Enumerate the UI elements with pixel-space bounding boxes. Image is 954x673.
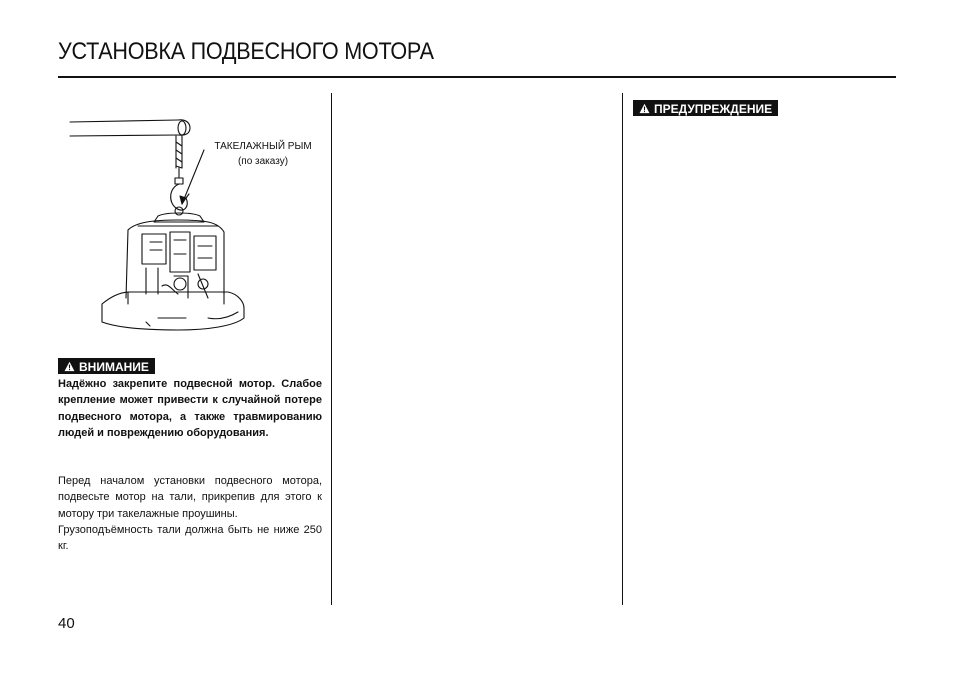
warning-label: ПРЕДУПРЕЖДЕНИЕ — [654, 101, 773, 116]
instructions — [58, 473, 322, 554]
caution-badge — [58, 358, 155, 374]
instruction-paragraph: Перед началом установки подвесного мотора, подвесьте мотор на тали, прикрепив для этого к мотору три такелажные проушины. — [58, 475, 322, 520]
lifting-eye-callout — [205, 139, 321, 169]
page-number: 40 — [58, 615, 75, 632]
column-divider-left — [331, 93, 332, 605]
warning-badge — [633, 100, 778, 116]
warning-triangle-icon — [639, 103, 650, 114]
title-divider — [58, 76, 896, 78]
warning-triangle-icon — [64, 361, 75, 372]
column-divider-right — [622, 93, 623, 605]
caution-label: ВНИМАНИЕ — [79, 359, 149, 374]
page-title: УСТАНОВКА ПОДВЕСНОГО МОТОРА — [58, 38, 434, 65]
instruction-paragraph: Грузоподъёмность тали должна быть не ниже 250 кг. — [58, 523, 322, 553]
caution-text: Надёжно закрепите подвесной мотор. Слабое крепление может привести к случайной потере подвесного мотора, а также травмированию людей и повреждению оборудования. — [58, 378, 322, 439]
callout-label: ТАКЕЛАЖНЫЙ РЫМ — [214, 141, 312, 152]
callout-note: (по заказу) — [237, 156, 289, 167]
